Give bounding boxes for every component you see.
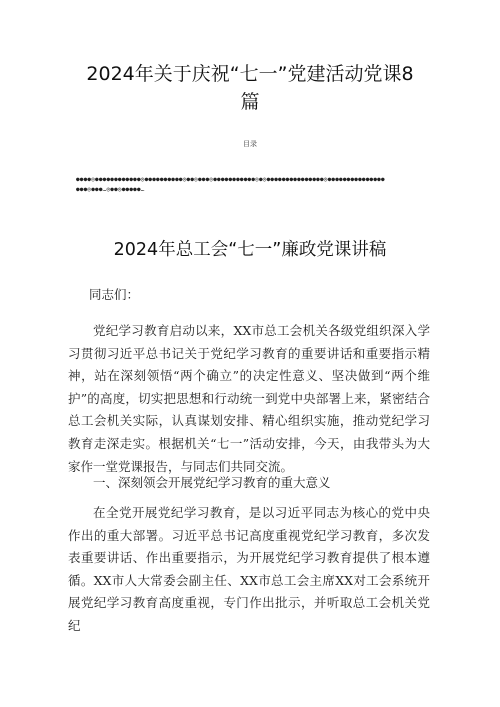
subsection-heading: 一、深刻领会开展党纪学习教育的重大意义 <box>93 475 331 490</box>
body-paragraph: 在全党开展党纪学习教育，是以习近平同志为核心的党中央作出的重大部署。习近平总书记高度重视党纪学习教育，多次发表重要讲话、作出重要指示，为开展党纪学习教育提供了根本遵循。XX市人大常委会副主任、XX市总工会主席XX对工会系统开展党纪学习教育高度重视，专门作出批示，并听取总工会机关党纪 <box>68 505 430 633</box>
greeting: 同志们： <box>89 287 140 302</box>
toc-entry-line[interactable]: ●●●●◎●●●●●●●●●●●●◎●●●●●●●●●●◎●●◎●●●◎●●●●●●●●●●●◎●◎●●●●●●●●●●●●●●●◎●●●●●●●●●●●●●●● <box>76 176 385 183</box>
body-paragraph: 党纪学习教育启动以来，XX市总工会机关各级党组织深入学习贯彻习近平总书记关于党纪学习教育的重要讲话和重要指示精神，站在深刻领悟“两个确立”的决定性意义、坚决做到“两个维护”的高度，切实把思想和行动统一到党中央部署上来，紧密结合总工会机关实际，认真谋划安排、精心组织实施，推动党纪学习教育走深走实。根据机关“七一”活动安排，今天，由我带头为大家作一堂党课报告，与同志们共同交流。 <box>68 323 430 474</box>
toc-entry-line[interactable]: ●●●◎●●●…◎●●◎●●●●●… <box>76 186 145 193</box>
toc-label: 目录 <box>243 140 257 148</box>
section-title: 2024年总工会“七一”廉政党课讲稿 <box>113 240 387 260</box>
document-title: 2024年关于庆祝“七一”党建活动党课8篇 <box>86 63 414 113</box>
